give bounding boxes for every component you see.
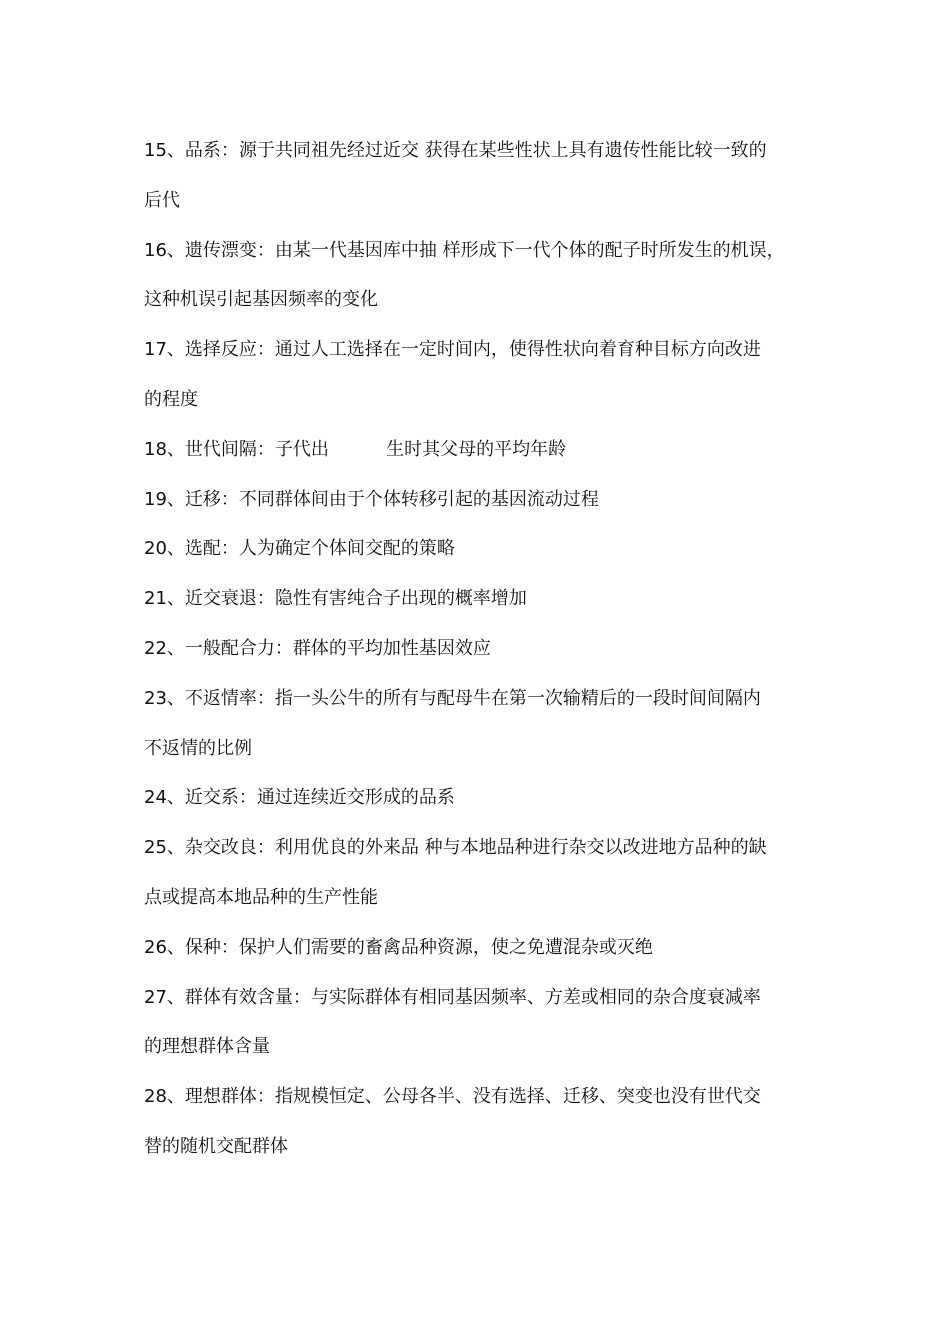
text-line: 19、迁移：不同群体间由于个体转移引起的基因流动过程 — [144, 488, 599, 510]
text-line: 后代 — [144, 189, 180, 211]
document-page — [144, 126, 824, 1172]
text-line: 23、不返情率：指一头公牛的所有与配母牛在第一次输精后的一段时间间隔内 — [144, 687, 761, 709]
text-line: 27、群体有效含量：与实际群体有相同基因频率、方差或相同的杂合度衰减率 — [144, 986, 761, 1008]
text-line: 替的随机交配群体 — [144, 1135, 288, 1157]
text-line: 这种机误引起基因频率的变化 — [144, 289, 378, 311]
text-line: 不返情的比例 — [144, 737, 252, 759]
text-line: 26、保种：保护人们需要的畜禽品种资源，使之免遭混杂或灭绝 — [144, 936, 653, 958]
text-line: 24、近交系：通过连续近交形成的品系 — [144, 787, 455, 809]
text-line: 22、一般配合力：群体的平均加性基因效应 — [144, 637, 491, 659]
text-line: 25、杂交改良：利用优良的外来品 种与本地品种进行杂交以改进地方品种的缺 — [144, 837, 767, 859]
text-line: 16、遗传漂变：由某一代基因库中抽 样形成下一代个体的配子时所发生的机误， — [144, 239, 785, 261]
text-line: 的程度 — [144, 388, 198, 410]
text-line: 点或提高本地品种的生产性能 — [144, 886, 378, 908]
text-line: 15、品系：源于共同祖先经过近交 获得在某些性状上具有遗传性能比较一致的 — [144, 140, 767, 161]
text-line: 17、选择反应：通过人工选择在一定时间内，使得性状向着育种目标方向改进 — [144, 339, 761, 361]
text-line: 18、世代间隔：子代出 生时其父母的平均年龄 — [144, 438, 567, 460]
text-line: 21、近交衰退：隐性有害纯合子出现的概率增加 — [144, 588, 527, 610]
text-line: 28、理想群体：指规模恒定、公母各半、没有选择、迁移、突变也没有世代交 — [144, 1086, 761, 1108]
text-line: 20、选配：人为确定个体间交配的策略 — [144, 538, 455, 560]
text-line: 的理想群体含量 — [144, 1036, 270, 1058]
